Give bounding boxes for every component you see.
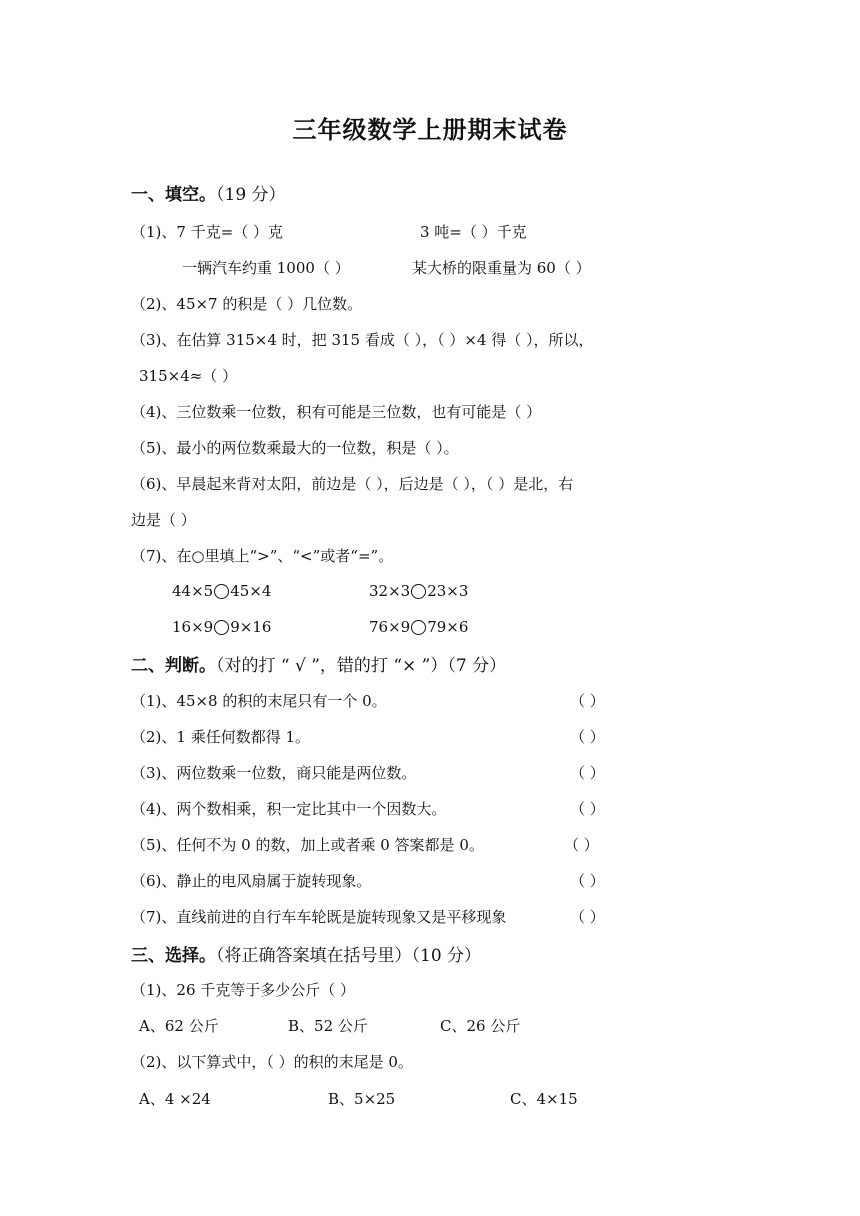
q7-line: （7)、在○里填上“>”、“<”或者“=”。 <box>131 547 394 565</box>
circle-blank <box>214 584 229 599</box>
q4-line: （4)、三位数乘一位数，积有可能是三位数，也有可能是（ ） <box>131 403 542 421</box>
answer-paren: （ ） <box>570 764 605 782</box>
page-title: 三年级数学上册期末试卷 <box>292 116 568 144</box>
compare-right: 9×16 <box>230 618 272 636</box>
compare-right: 45×4 <box>230 582 272 600</box>
judge-item: （5)、任何不为 0 的数，加上或者乘 0 答案都是 0。 <box>131 836 484 854</box>
choice-option: C、4×15 <box>510 1090 578 1108</box>
compare-left: 76×9 <box>369 618 411 636</box>
choice-q2: （2)、以下算式中，（ ）的积的末尾是 0。 <box>131 1053 413 1071</box>
compare-item <box>369 582 468 600</box>
judge-item: （3)、两位数乘一位数，商只能是两位数。 <box>131 764 417 782</box>
q6-line-b: 边是（ ） <box>131 511 196 529</box>
choice-option: B、5×25 <box>328 1090 396 1108</box>
q3-line-a: （3)、在估算 315×4 时，把 315 看成（ ），（ ）×4 得（ ），所以， <box>131 331 594 349</box>
section-3-heading <box>131 941 481 966</box>
judge-item: （7)、直线前进的自行车车轮既是旋转现象又是平移现象 <box>131 908 507 926</box>
compare-item <box>172 618 271 636</box>
compare-item <box>172 582 271 600</box>
q6-line-a: （6)、早晨起来背对太阳，前边是（ ），后边是（ ），（ ）是北，右 <box>131 475 574 493</box>
section-3-title: 三、选择。 <box>131 946 216 966</box>
section-3-points: （将正确答案填在括号里）（10 分） <box>216 946 482 966</box>
judge-item: （4)、两个数相乘，积一定比其中一个因数大。 <box>131 800 447 818</box>
choice-q1: （1)、26 千克等于多少公斤（ ） <box>131 981 356 999</box>
section-2-points: （对的打 “ √ ”，错的打 “× ”）（7 分） <box>216 656 507 676</box>
answer-paren: （ ） <box>570 692 605 710</box>
judge-item: （6)、静止的电风扇属于旋转现象。 <box>131 872 372 890</box>
judge-item: （2)、1 乘任何数都得 1。 <box>131 728 311 746</box>
judge-item: （1)、45×8 的积的末尾只有一个 0。 <box>131 692 387 710</box>
choice-option: A、4 ×24 <box>139 1090 211 1108</box>
compare-left: 44×5 <box>172 582 214 600</box>
q1-line-b: 3 吨=（ ）千克 <box>420 223 527 241</box>
answer-paren: （ ） <box>564 836 599 854</box>
circle-blank <box>411 584 426 599</box>
compare-right: 79×6 <box>427 618 469 636</box>
section-1-heading <box>131 180 286 205</box>
section-1-points: （19 分） <box>216 185 286 205</box>
answer-paren: （ ） <box>570 872 605 890</box>
q2-line: （2)、45×7 的积是（ ）几位数。 <box>131 295 363 313</box>
q5-line: （5)、最小的两位数乘最大的一位数，积是（ ）。 <box>131 439 459 457</box>
q1-line-c: 一辆汽车约重 1000（ ） <box>182 259 350 277</box>
q1-line-d: 某大桥的限重量为 60（ ） <box>412 259 591 277</box>
section-2-title: 二、判断。 <box>131 656 216 676</box>
answer-paren: （ ） <box>570 908 605 926</box>
compare-right: 23×3 <box>427 582 469 600</box>
section-2-heading <box>131 651 506 676</box>
section-1-title: 一、填空。 <box>131 185 216 205</box>
answer-paren: （ ） <box>570 800 605 818</box>
q1-line-a: （1)、7 千克=（ ）克 <box>131 223 284 241</box>
compare-left: 32×3 <box>369 582 411 600</box>
answer-paren: （ ） <box>570 728 605 746</box>
choice-option: B、52 公斤 <box>288 1017 368 1035</box>
circle-blank <box>214 620 229 635</box>
choice-option: A、62 公斤 <box>139 1017 219 1035</box>
q3-line-b: 315×4≈（ ） <box>139 367 238 385</box>
circle-blank <box>411 620 426 635</box>
choice-option: C、26 公斤 <box>440 1017 521 1035</box>
compare-item <box>369 618 468 636</box>
compare-left: 16×9 <box>172 618 214 636</box>
